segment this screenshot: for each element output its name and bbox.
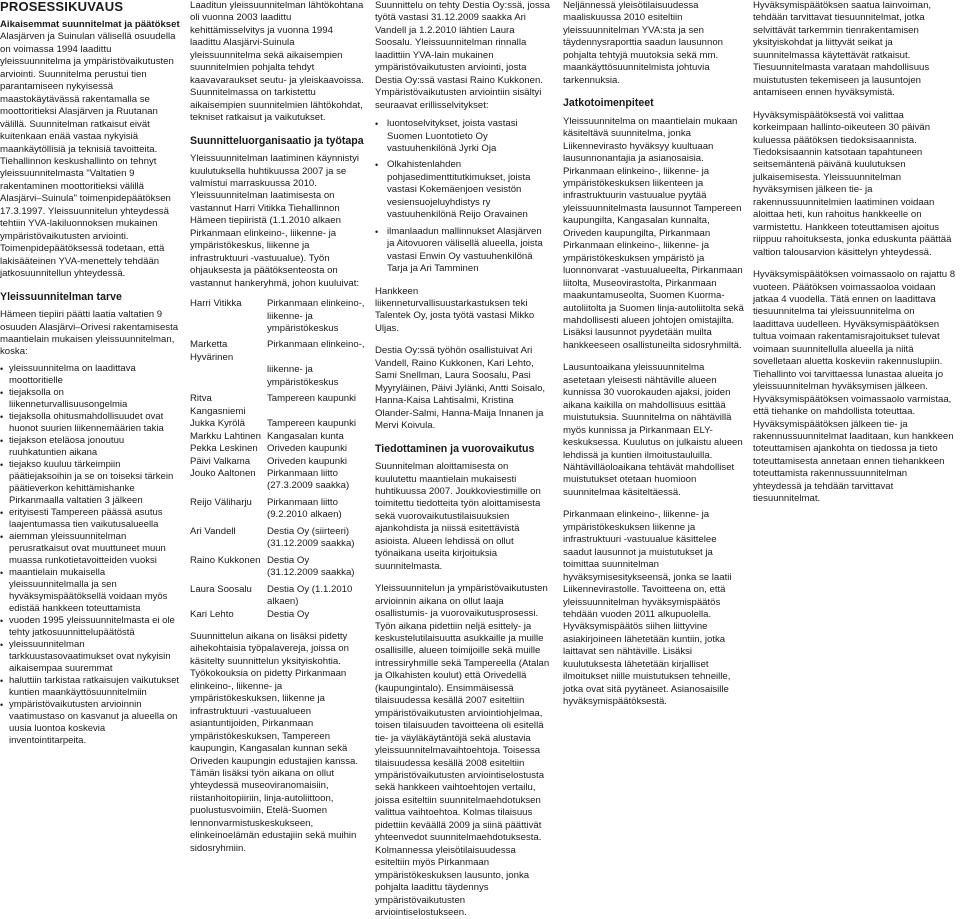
member-name — [190, 567, 267, 579]
list-item: • tiejaksolla ohitusmahdollisuudet ovat huonot suurien liikennemäärien takia — [0, 411, 181, 435]
section-title: PROSESSIKUVAUS — [0, 0, 124, 14]
column-5 — [753, 0, 956, 579]
list-item: • tiejakson eteläosa jonoutuu ruuhkatuntien aikana — [0, 435, 181, 459]
member-name: Jukka Kyrölä — [190, 418, 245, 430]
list-item: • tiejaksolla on liikenneturvallisuusongelmia — [0, 387, 181, 411]
member-name — [190, 509, 267, 521]
paragraph-participants: Destia Oy:ssä työhön osallistuivat Ari Vandell, Raino Kukkonen, Kari Lehto, Sami Snellman, Laura Soosalu, Pasi Myyryläinen, Päivi Jylänki, Antti Soisalo, Hanna-Kaisa Lahtisalmi, Kristina Olander-Salmi, Hanna-Maija Innanen ja Mervi Koivula. — [375, 345, 546, 432]
paragraph-public-display: Lausuntoaikana yleissuunnitelma asetetaan yleisesti nähtäville alueen kunnissa 30 vuorokauden ajaksi, joiden aikana kaikilla on mahdollisuus esittää muistutuksia. Suunnitelma on nähtävillä myös kunnissa ja Pirkanmaan ELY-keskuksessa. Kuulutus on julkaistu alueen lehdissä ja kuntien ilmoitustauluilla. Nähtävilläoloaikana tehtävät mahdolliset muistutukset otetaan huomioon suunnitelmaa käsiteltäessä. — [563, 362, 743, 498]
column-1 — [0, 0, 181, 746]
list-item: • luontoselvitykset, joista vastasi Suomen Luontotieto Oy vastuuhenkilönä Jyrki Oja — [375, 118, 551, 155]
table-row — [190, 468, 366, 480]
member-organisation: Destia Oy — [267, 608, 310, 620]
paragraph-safety-audit: Hankkeen liikenneturvallisuustarkastuksen teki Talentek Oy, josta työtä vastasi Mikko Uljas. — [375, 285, 535, 334]
paragraph-announcement: Suunnitelman aloittamisesta on kuulutettu maantielain mukaisesti huhtikuussa 2007. Joukkoviestimille on toimitettu tiedotteita työn aloittamisesta sekä vuorovaikutustilaisuuksien ajankohdista ja niissä esitettävistä asioista. Alueen lehdissä on ollut työnaikana useita kirjoituksia suunnitelmasta. — [375, 461, 541, 572]
list-item: • Olkahistenlahden pohjasedimenttitutkimukset, joista vastasi Kokemäenjoen vesistön vesiensuojeluyhdistys ry vastuuhenkilönä Reijo Oravainen — [375, 159, 551, 221]
list-item: • ympäristövaikutusten arvioinnin vaatimustaso on kasvanut ja alueella on uusia luontoa koskevia inventointitarpeita. — [0, 699, 181, 747]
table-row — [190, 509, 366, 521]
table-row — [190, 389, 366, 418]
table-row — [190, 418, 366, 430]
table-row — [190, 443, 366, 455]
studies-list — [375, 118, 551, 275]
member-organisation: Destia Oy (siirteeri) — [267, 525, 350, 537]
project-group-table — [190, 298, 366, 621]
member-organisation: (31.12.2009 saakka) — [267, 567, 355, 579]
member-name — [190, 480, 267, 492]
member-name: Päivi Valkama — [190, 455, 251, 467]
table-row — [190, 522, 366, 538]
list-item: • yleissuunnitelma on laadittava moottoritielle — [0, 363, 181, 387]
heading-interaction: Tiedottaminen ja vuorovaikutus — [375, 442, 535, 455]
table-row — [190, 456, 366, 468]
member-name: Kari Lehto — [190, 608, 234, 620]
list-item: • ilmanlaadun mallinnukset Alasjärven ja Aitovuoren välisellä alueella, joista vastasi Enwin Oy vastuuhenkilönä Tarja ja Ari Tamminen — [375, 226, 551, 276]
table-row — [190, 580, 366, 609]
table-row — [190, 538, 366, 550]
table-row — [190, 311, 366, 336]
member-name: Raino Kukkonen — [190, 554, 261, 566]
table-row — [190, 364, 366, 389]
paragraph-road-plans: Hyväksymispäätöksen saatua lainvoiman, tehdään tarvittavat tiesuunnitelmat, jotka selvittävät tarkemmin tienrakentamisen yksityiskohdat ja liittyvät seikat ja suunnitelmassa käytettävät ratkaisut. Tiesuunnitelmasta varataan mahdollisuus muistutusten tekemiseen ja lausuntojen antamiseen ennen hyväksymistä. — [753, 0, 932, 99]
member-organisation: liikenne- ja ympäristökeskus — [267, 310, 339, 335]
paragraph-organisation: Yleissuunnitelman laatiminen käynnistyi kuulutuksella huhtikuussa 2007 ja se valmistui marraskuussa 2010. Yleissuunnitelman laatimisesta on vastannut Harri Vitikka Tiehallinnon Hämeen tiepiiristä (1.1.2010 alkaen Pirkanmaan elinkeino-, liikenne- ja ympäristökeskus, liikenne ja infrastruktuuri -vastuualue). Työn ohjauksesta ja päätöksenteosta on vastannut hankeryhmä, johon kuuluivat: — [190, 153, 360, 289]
paragraph-decision: Pirkanmaan elinkeino-, liikenne- ja ympäristökeskuksen liikenne ja infrastruktuuri -vastuualue käsittelee saadut lausunnot ja muistutukset ja toimittaa suunnitelman hyväksymisesitykseensä, jonka se laatii Liikennevirastolle. Tavoitteena on, että yleissuunnitelman hyväksymispäätös tehdään vuoden 2011 alkupuolella. Hyväksymispäätös siihen liittyvine asiakirjoineen lähetetään kuntiin, jotka laittavat sen nähtäville. Lisäksi kuulutuksesta lähetetään kirjalliset ilmoitukset niille muistutuksen tehneille, jotka ovat sitä pyytäneet. Asianosaisille hyväksymispäätöksestä. — [563, 509, 732, 708]
member-organisation: Pirkanmaan liitto — [267, 496, 338, 508]
member-organisation: Tampereen kaupunki — [267, 418, 357, 430]
paragraph-working-meetings: Suunnittelun aikana on lisäksi pidetty aihekohtaisia työpalavereja, joissa on käsitelty suunnittelun yksityiskohtia. Työkokouksia on pidetty Pirkanmaan elinkeino-, liikenne- ja ympäristökeskuksen, liikenne ja infrastruktuuri -vastuualueen asiantuntijoiden, Pirkanmaan ympäristökeskuksen, Tampereen kaupungin, Kangasalan kunnan sekä Oriveden kaupungin edustajien kanssa. Tämän lisäksi työn aikana on ollut yhteydessä museoviranomaisiin, riistanhoitopiiriin, linja-autoliittoon, puolustusvoimiin, Etelä-Suomen lennonvarmistuskeskukseen, elinkeinoelämän edustajiin sekä muihin sidosryhmiin. — [190, 630, 359, 854]
paragraph-design-team: Suunnittelu on tehty Destia Oy:ssä, jossa työtä vastasi 31.12.2009 saakka Ari Vandell ja 1.2.2010 lähtien Laura Soosalu. Yleissuunnitelman rinnalla laadittiin YVA-lain mukainen ympäristövaikutusten arviointi, josta Destia Oy:ssä vastasi Raino Kukkonen. Ympäristövaikutusten arviointiin sisältyi seuraavat erillisselvitykset: — [375, 0, 550, 111]
table-row — [190, 480, 366, 492]
member-name: Pekka Leskinen — [190, 443, 258, 455]
list-item: • tiejakso kuuluu tärkeimpiin päätiejaksoihin ja se on toiseksi tärkein päätieverkon kehittämishanke Pirkanmaalla valtatien 3 jälkeen — [0, 459, 181, 507]
member-name: Harri Vitikka — [190, 298, 242, 310]
member-name: Jouko Aaltonen — [190, 468, 256, 479]
list-item: • maantielain mukaisella yleissuunnitelmalla ja sen hyväksymispäätöksellä voidaan myös edistää hankkeen toteuttamista — [0, 567, 181, 615]
table-row — [190, 567, 366, 579]
list-item: • vuoden 1995 yleissuunnitelmasta ei ole tehty jatkosuunnittelupäätöstä — [0, 615, 181, 639]
reasons-list — [0, 363, 181, 747]
table-row — [190, 551, 366, 567]
paragraph-validity: Hyväksymispäätöksen voimassaolo on rajattu 8 vuoteen. Päätöksen voimassaoloa voidaan jatkaa 4 vuodella. Tätä ennen on laadittava tiesuunnitelma tai yleissuunnitelma on laadittava uudelleen. Hyväksymispäätöksen tultua voimaan rakentamisrajoitukset tulevat voimaan suunnitellulla alueella ja niitä sovelletaan aluetta koskeviin rakennuslupiin. Tiehallinto voi tarvittaessa lunastaa alueita jo yleissuunnitelman hyväksymisen jälkeen. Hyväksymispäätöksen voimassaolo varmistaa, että tiehanke on mahdollista toteuttaa. Hyväksymispäätöksen jälkeen tie- ja rakennussuunnitelmat laaditaan, kun hankkeen toteuttamisen ajankohta on tiedossa ja tieto toteuttamisesta annetaan ennen tiehankkeen toteuttamista rakennussuunnitelman yhteydessä ja tehdään tarvittavat tiesuunnitelmat. — [753, 269, 956, 505]
paragraph-fourth-event: Neljännessä yleisötilaisuudessa maaliskuussa 2010 esiteltiin yleissuunnitelman YVA:sta ja sen täydennysraporttia saadun lausunnon pohjalta tehtyjä muutoksia sekä mm. maankäyttösuunnitelmista johtuvia tarkennuksia. — [563, 0, 724, 86]
member-name — [190, 364, 267, 389]
member-name: Ritva Kangasniemi — [190, 393, 246, 417]
member-name — [190, 311, 267, 336]
member-organisation: Oriveden kaupunki — [267, 443, 347, 455]
member-organisation: Pirkanmaan liitto — [267, 468, 338, 479]
paragraph-public-events: Yleissuunnitelun ja ympäristövaikutusten arvioinnin aikana on ollut laaja osallistumis- ja vuorovaikutusprosessi. Työn aikana pidettiin neljä esittely- ja keskustelutilaisuutta asukkaille ja muille osallisille, alueen toimijoille sekä muille intressiryhmille sekä Tampereella (Atalan ja Olkahisten koulut) että Orivedellä (kaupungintalo). Ensimmäisessä tilaisuudessa kesällä 2007 esiteltiin ympäristövaikutusten arviointiohjelmaa, toisen tilaisuuden tavoitteena oli esitellä tie- ja väyläkäytäntöjä sekä alustavia yleissuunnitelmavaihtoehtoja. Toisessa tilaisuudessa kesällä 2008 esiteltiin ympäristövaikutusten arviointiselostusta sekä hankkeen vaihtoehtojen vertailu, joissa esiteltiin suunnitelmaehdotuksen valittua vaihtoehtoa. Kolmas tilaisuus pidettiin keväällä 2009 ja siinä päättivät yhteenvedot suunnitelmaehdotuksesta. Kolmannessa yleisötilaisuudessa esiteltiin myös Pirkanmaan ympäristökeskuksen lausunto, jonka pohjalta laadittu täydennys ympäristövaikutusten arviointiselostukseen. — [375, 583, 550, 918]
member-name: Marketta Hyvärinen — [190, 339, 234, 363]
paragraph-appeal: Hyväksymispäätöksestä voi valittaa korkeimpaan hallinto-oikeuteen 30 päivän kuluessa päätöksen tiedoksisaannista. Tiedoksisaannin katsotaan tapahtuneen seitsemäntenä päivänä kuulutuksen julkaisemisesta. Yleissuunnitelman hyväksymisen jälkeen tie- ja rakennussuunnitelmien laatiminen voidaan aloittaa heti, kun rahoitus hankkeelle on varmistettu. Hankkeen toteuttamisen ajoitus riippuu rahoituksesta, jonka eduskunta päättää valtion talousarvion käsittelyn yhteydessä. — [753, 109, 952, 258]
member-organisation: Destia Oy (1.1.2010 alkaen) — [267, 583, 353, 608]
member-organisation: (9.2.2010 alkaen) — [267, 509, 342, 521]
paragraph-starting-points: Laaditun yleissuunnitelman lähtökohtana oli vuonna 2003 laadittu kehittämisselvitys ja vuonna 1994 laadittu Alasjärvi-Suinula yleissuunnitelma sekä aikaisempien suunnitelmien pohjalta tehdyt kaavavaraukset seutu- ja yleiskaavoissa. Suunnitelmassa on tarkistettu aikaisempien suunnitelmien lähtökohdat, tekniset ratkaisut ja vaikutukset. — [190, 0, 364, 124]
table-row — [190, 335, 366, 364]
member-organisation: liikenne- ja ympäristökeskus — [267, 364, 339, 388]
list-item: • haluttiin tarkistaa ratkaisujen vaikutukset kuntien maankäyttösuunnitelmiin — [0, 675, 181, 699]
member-name: Reijo Väliharju — [190, 496, 252, 508]
list-item: • aiemman yleissuunnitelman perusratkaisut ovat muuttuneet muun muassa runkotietavoitteiden vuoksi — [0, 531, 181, 567]
member-name: Ari Vandell — [190, 525, 236, 537]
list-item: • yleissuunnitelman tarkkuustasovaatimukset ovat nykyisin aikaisempaa suuremmat — [0, 639, 181, 675]
column-4 — [563, 0, 744, 708]
column-2 — [190, 0, 366, 854]
member-organisation: Pirkanmaan elinkeino-, — [267, 298, 365, 310]
subheading-previous-plans: Aikaisemmat suunnitelmat ja päätökset — [0, 19, 180, 30]
paragraph-approval: Yleissuunnitelma on maantielain mukaan käsiteltävä suunnitelma, jonka Liikennevirasto hyväksyy kuultuaan lausunnonantajia ja asianosaisia. Pirkanmaan elinkeino-, liikenne- ja ympäristökeskuksen liikenteen ja infrastruktuurin vastuualue pyytää yleissuunnitelmasta lausunnot Tampereen kaupungilta, Kangasalan kunnalta, Oriveden kaupungilta, Pirkanmaan Pirkanmaan elinkeino-, liikenne- ja ympäristökeskuksen ympäristö ja luonnonvarat -vastuualueelta, Pirkanmaan liitolta, Museovirastolta, Pirkanmaan maakuntamuseolta, Suomen Kuorma-autoliitolta ja Suomen linja-autoliitolta sekä mahdollisesti alueen johtojen omistajilta. Lisäksi lausunnot pyydetään muilta hankkeeseen osallistuneilta sidosryhmiltä. — [563, 115, 744, 351]
heading-organisation: Suunnitteluorganisaatio ja työtapa — [190, 134, 364, 147]
table-row — [190, 609, 366, 621]
member-name — [190, 538, 267, 550]
heading-further-actions: Jatkotoimenpiteet — [563, 97, 654, 110]
table-row — [190, 298, 366, 310]
member-organisation: (31.12.2009 saakka) — [267, 538, 355, 550]
column-3 — [375, 0, 551, 918]
member-name: Laura Soosalu — [190, 583, 252, 595]
table-row — [190, 493, 366, 509]
paragraph-previous-plans: Alasjärven ja Suinulan välisellä osuudella on voimassa 1994 laadittu yleissuunnitelma ja ympäristövaikutusten arviointi. Suunnitelma perustui tien parantamiseen nykyisessä maastokäytävässä rakentamalla se moottoritieksi Alasjärven ja Ruutanan välillä. Suunnitelman ratkaisut eivät kuitenkaan enää vastaa nykyisiä maankäytöllisiä ja teknisiä tavoitteita. Tiehallinnon keskushallinto on tehnyt yleissuunnitelmasta "Valtatien 9 rakentaminen moottoritieksi välillä Alasjärvi–Suinula" toimenpidepäätöksen 17.3.1997. Yleissuunnitelun yhteydessä tehtiin YVA-lakiluonnoksen mukainen ympäristövaikutusten arviointi. Toimenpidepäätöksessä todetaan, että lakisääteinen YVA-menettely tehdään jatkosuunnitellun yhteydessä. — [0, 31, 176, 280]
member-organisation: Pirkanmaan elinkeino-, — [267, 339, 365, 351]
heading-plan-need: Yleissuunnitelman tarve — [0, 290, 122, 303]
table-row — [190, 431, 366, 443]
member-organisation: Oriveden kaupunki — [267, 455, 347, 467]
member-organisation: Tampereen kaupunki — [267, 393, 357, 405]
member-organisation: (27.3.2009 saakka) — [267, 480, 350, 492]
member-organisation: Destia Oy — [267, 554, 310, 566]
list-item: • erityisesti Tampereen päässä asutus laajentumassa tien vaikutusalueella — [0, 507, 181, 531]
member-organisation: Kangasalan kunta — [267, 430, 344, 442]
paragraph-plan-need: Hämeen tiepiiri päätti laatia valtatien 9 osuuden Alasjärvi–Orivesi rakentamisesta maantielain mukaisen yleissuunnitelman, koska: — [0, 309, 179, 358]
member-name: Markku Lahtinen — [190, 430, 261, 442]
